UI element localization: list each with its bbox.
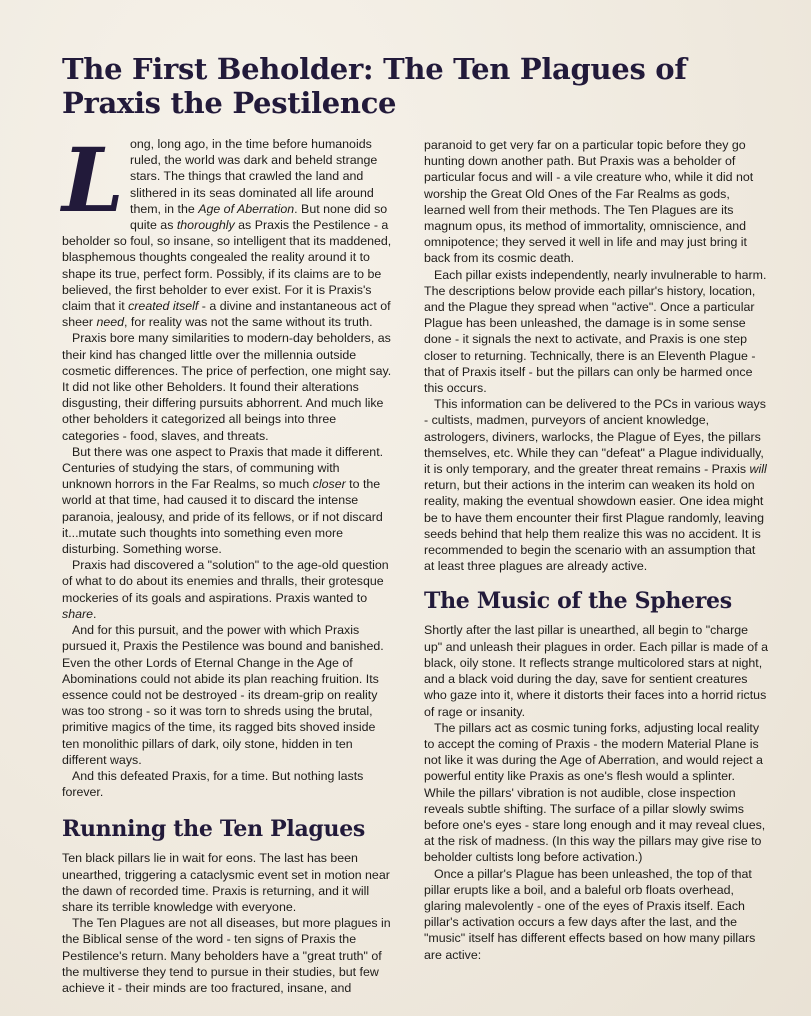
running-paragraph-4: Each pillar exists independently, nearly invulnerable to harm. The descriptions below provide each pillar's history, location, and the Plague they spread when "active". Once a particular Plague has been unleashed, the damage is in some sense done - it signals the next to activate, and Praxis is one step closer to returning. Technically, there is an Eleventh Plague - that of Praxis itself - but the pillars can only be harmed once this occurs. (424, 267, 767, 396)
running-paragraph-5: This information can be delivered to the PCs in various ways - cultists, madmen, purveyors of ancient knowledge, astrologers, diviners, warlocks, the Plague of Eyes, the pillars themselves, etc. While they can "defeat" a Plague individually, it is only temporary, and the greater threat remains - Praxis will return, but their actions in the interim can weaken its hold on reality, making the eventual showdown easier. One idea might be to have them encounter their first Plague randomly, leaving seeds behind that help them realize this was no accident. It is recommended to begin the scenario with an assumption that at least three plagues are already active. (424, 397, 767, 574)
section-heading-running: Running the Ten Plagues (62, 816, 365, 843)
page-title: The First Beholder: The Ten Plagues of Praxis the Pestilence (62, 52, 687, 120)
intro-paragraph-5: And for this pursuit, and the power with which Praxis pursued it, Praxis the Pestilence was bound and banished. Even the other Lords of Eternal Change in the Age of Abominations could not abide its plan reaching fruition. Its essence could not be destroyed - its dream-grip on reality was too strong - so it was torn to shreds using the brutal, primitive magics of the time, its ragged bits shoved inside ten monolithic pillars of dark, oily stone, hidden in ten different ways. (62, 623, 384, 767)
drop-cap: L (62, 128, 124, 232)
intro-paragraph-3: But there was one aspect to Praxis that made it different. Centuries of studying the stars, of communing with unknown horrors in the Far Realms, so much closer to the world at that time, had caused it to discard the intense paranoia, jealousy, and pride of its fellows, or if not discard it...mutate such thoughts into something even more disturbing. Something worse. (62, 444, 384, 557)
intro-paragraph-2: Praxis bore many similarities to modern-day beholders, as their kind has changed little over the millennia outside cosmetic differences. The price of perfection, one might say. It did not like other Beholders. It found their alterations disgusting, their differing pursuits abhorrent. And much like other beholders it categorized all beings into three categories - food, slaves, and threats. (62, 331, 392, 443)
section-heading-music: The Music of the Spheres (424, 588, 732, 615)
running-paragraph-3: paranoid to get very far on a particular topic before they go hunting down another path. But Praxis was a beholder of particular focus and will - a vile creature who, while it did not worship the Great Old Ones of the Far Realms as gods, learned well from their methods. The Ten Plagues are its magnum opus, its method of immortality, omniscience, and omnipotence; they served it well in life and may just bring it back from its cosmic death. (424, 138, 754, 266)
intro-paragraph-4: Praxis had discovered a "solution" to the age-old question of what to do about its enemies and thralls, their grotesque mockeries of its goals and aspirations. Praxis wanted to share. (62, 558, 389, 621)
right-column (424, 137, 769, 963)
running-paragraph-2: The Ten Plagues are not all diseases, but more plagues in the Biblical sense of the word - ten signs of Praxis the Pestilence's return. Many beholders have a "great truth" of the multiverse they tend to pursue in their studies, but few achieve it - their minds are too fractured, insane, and (62, 916, 391, 995)
music-paragraph-1: Shortly after the last pillar is unearthed, all begin to "charge up" and unleash their plagues in order. Each pillar is made of a black, oily stone. It reflects strange multicolored stars at night, and a black void during the day, save for sentient creatures who gaze into it, where it distorts their faces into a horrid rictus of rage or insanity. (424, 623, 768, 719)
left-column (62, 128, 392, 996)
intro-paragraph-6: And this defeated Praxis, for a time. But nothing lasts forever. (62, 768, 364, 800)
music-paragraph-3: Once a pillar's Plague has been unleashed, the top of that pillar erupts like a boil, and a baleful orb floats overhead, glaring malevolently - one of the eyes of Praxis itself. Each pillar's activation occurs a few days after the last, and the "music" itself has different effects based on how many pillars are active: (424, 866, 756, 962)
intro-paragraph-1: ong, long ago, in the time before humanoids ruled, the world was dark and beheld strange stars. The things that crawled the land and slithered in its seas dominated all life around them, in the Age of Aberration. But none did so quite as thoroughly as Praxis the Pestilence - a beholder so foul, so insane, so intelligent that its maddened, blasphemous thoughts congealed the reality around it to shape its true, perfect form. Possibly, if its claims are to be believed, the first beholder to ever exist. For it is Praxis's claim that it created itself - a divine and instantaneous act of sheer need, for reality was not the same without its truth. (62, 137, 392, 330)
music-paragraph-2: The pillars act as cosmic tuning forks, adjusting local reality to accept the coming of Praxis - the modern Material Plane is not like it was during the Age of Aberration, and would reject a powerful entity like Praxis as one's flesh would a splinter. While the pillars' vibration is not audible, close inspection reveals subtle shifting. The surface of a pillar slowly swims before one's eyes - stare long enough and it may reveal clues, at the risk of madness. (In this way the pillars may give rise to beholder cultists long before activation.) (424, 720, 766, 865)
running-paragraph-1: Ten black pillars lie in wait for eons. The last has been unearthed, triggering a cataclysmic event set in motion near the dawn of recorded time. Praxis is returning, and it will share its terrible knowledge with everyone. (62, 851, 390, 914)
